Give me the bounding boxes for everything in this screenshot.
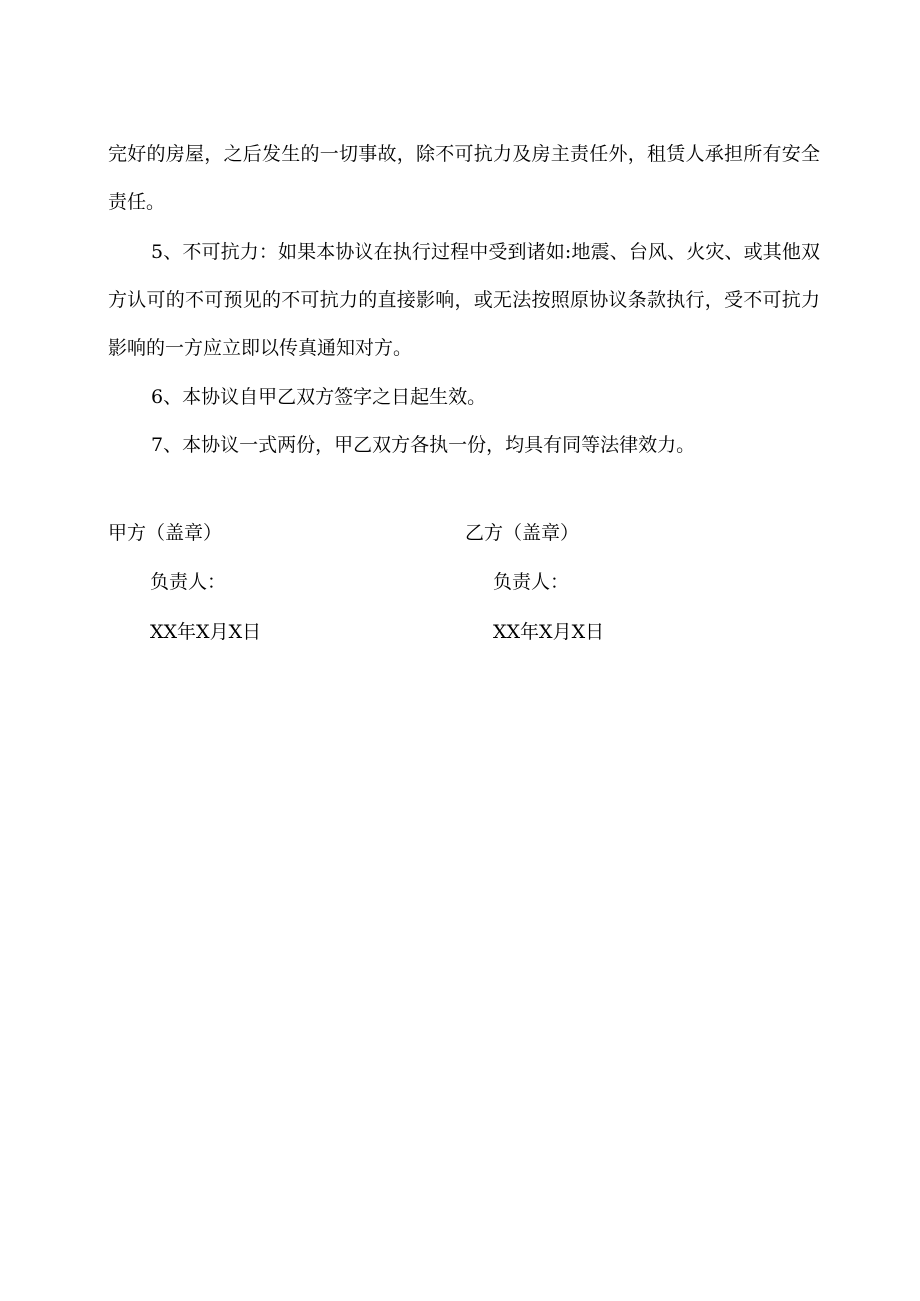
clause-6-effective-date: 6、本协议自甲乙双方签字之日起生效。 <box>151 386 487 408</box>
party-b-responsible-label: 负责人： <box>493 571 570 593</box>
paragraph-intro: 完好的房屋，之后发生的一切事故，除不可抗力及房主责任外，租赁人承担所有安全责任。 <box>108 143 820 213</box>
party-a-responsible-label: 负责人： <box>150 571 227 593</box>
party-a-date: XX年X月X日 <box>150 621 262 643</box>
party-a-seal-label: 甲方（盖章） <box>108 522 223 544</box>
clause-7-copies: 7、本协议一式两份，甲乙双方各执一份，均具有同等法律效力。 <box>151 434 696 456</box>
clause-5-force-majeure: 5、不可抗力：如果本协议在执行过程中受到诸如:地震、台风、火灾、或其他双方认可的不可预见的不可抗力的直接影响，或无法按照原协议条款执行，受不可抗力影响的一方应立即以传真通知对方。 <box>108 241 820 359</box>
party-b-date: XX年X月X日 <box>493 621 605 643</box>
party-b-seal-label: 乙方（盖章） <box>465 522 580 544</box>
